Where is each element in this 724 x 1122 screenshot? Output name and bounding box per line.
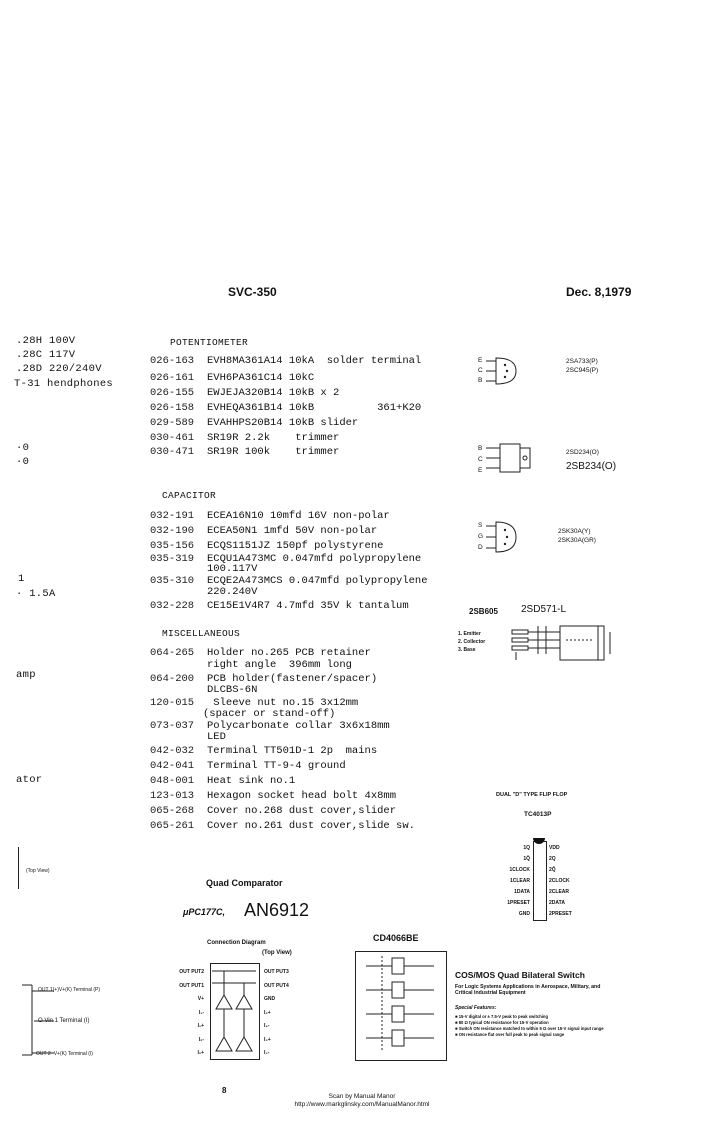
pin-label: E (478, 357, 483, 364)
ic-pin-label: I₃- (264, 1050, 270, 1056)
ic-pin-label: 1CLOCK (509, 867, 530, 873)
part-desc: Hexagon socket head bolt 4x8mm (207, 790, 397, 802)
list-item (150, 387, 339, 399)
list-item (150, 525, 377, 537)
list-item (150, 647, 371, 659)
ic-pin-label: I₁- (198, 1009, 204, 1016)
part-code: 026-163 (150, 355, 195, 367)
ic-body (533, 841, 547, 921)
part-desc-line2: LED (207, 731, 226, 743)
comparator-schematic-icon (212, 965, 256, 1056)
part-code: 026-155 (150, 387, 195, 399)
features-list (455, 1014, 605, 1038)
list-item (150, 805, 396, 817)
scan-credit-url[interactable]: http://www.markglinsky.com/ManualManor.html (294, 1101, 430, 1108)
list-item (150, 540, 383, 552)
ic-pin-label: OUT PUT4 (264, 982, 289, 989)
feature-item: ■ 80 Ω typical ON resistance for 15-V operation (455, 1020, 549, 1025)
feature-item: ■ ON resistance flat over full peak to peak signal range (455, 1032, 565, 1037)
terminal-label: OUT 1(+)V+(K) Terminal (P) (38, 987, 101, 993)
comparator-title: Quad Comparator (206, 878, 283, 888)
ic-pin-label: OUT PUT1 (179, 982, 204, 989)
pin-label: E (478, 467, 483, 474)
ic-pin-label: I₂- (198, 1036, 204, 1043)
ic-pin-label: 2CLOCK (549, 878, 570, 884)
top-view-label: (Top View) (26, 868, 50, 874)
list-item (150, 432, 339, 444)
list-item (150, 760, 346, 772)
margin-text: 1 (18, 573, 25, 585)
margin-text: ator (16, 774, 43, 786)
ic-pin-label: GND (264, 996, 276, 1002)
part-number: 2SB605 (469, 607, 498, 616)
pin-label: 1. Emitter (458, 631, 481, 637)
part-desc: EVAHHPS20B14 10kB slider (207, 417, 359, 429)
part-number: 2SK30A(GR) (558, 537, 596, 544)
list-item (150, 402, 421, 414)
part-code: 029-589 (150, 417, 195, 429)
terminal-label: OUT 2 ·V+(K) Terminal (I) (36, 1051, 93, 1057)
pin-label: B (478, 377, 483, 384)
potentiometer-title: POTENTIOMETER (170, 337, 249, 348)
part-code: 048-001 (150, 775, 195, 787)
part-desc: Cover no.268 dust cover,slider (207, 805, 397, 817)
list-item (150, 820, 415, 832)
margin-text: ·0 (16, 456, 30, 468)
margin-text: · 1.5A (16, 588, 56, 600)
part-code: 032-190 (150, 525, 195, 537)
part-number: 2SK30A(Y) (558, 528, 591, 535)
pin-label: G (478, 533, 484, 540)
part-code: 123-013 (150, 790, 195, 802)
list-item (150, 372, 314, 384)
ic-pin-label: 1Q (523, 845, 530, 851)
ic-pin-label: 2CLEAR (549, 889, 570, 895)
part-desc: ECQU1A473MC 0.047mfd polypropylene (207, 553, 422, 565)
part-code: 042-041 (150, 760, 195, 772)
part-desc: Terminal TT501D-1 2p mains (207, 745, 378, 757)
part-number: 2SB234(O) (566, 461, 617, 472)
pin-label: C (478, 456, 483, 463)
pin-label: B (478, 445, 483, 452)
part-desc: Cover no.261 dust cover,slide sw. (207, 820, 415, 832)
part-desc-line2: 100.117V (207, 563, 258, 575)
part-desc: ECEA50N1 1mfd 50V non-polar (207, 525, 378, 537)
part-code: 026-161 (150, 372, 195, 384)
diagram-title: Connection Diagram (207, 940, 266, 946)
margin-text: .28C 117V (16, 349, 76, 361)
ic-pin-label: I₄+ (264, 1009, 271, 1016)
list-item (150, 720, 390, 732)
list-item (150, 417, 358, 429)
margin-text: .28D 220/240V (16, 363, 102, 375)
part-desc: SR19R 100k trimmer (207, 446, 340, 458)
misc-title: MISCELLANEOUS (162, 628, 241, 639)
list-item (150, 510, 390, 522)
list-item (150, 600, 409, 612)
divider (18, 847, 19, 889)
part-desc: SR19R 2.2k trimmer (207, 432, 340, 444)
part-code: 030-471 (150, 446, 195, 458)
part-code: 035-319 (150, 553, 195, 565)
switch-schematic-icon (356, 952, 444, 1058)
part-code: 026-158 (150, 402, 195, 414)
part-number: 2SC945(P) (566, 367, 599, 374)
transistor-to92-icon (486, 356, 522, 388)
ic-pin-label: VDD (549, 845, 560, 851)
ic-pin-label: 1DATA (514, 889, 530, 895)
margin-text: amp (16, 669, 36, 681)
part-desc: Holder no.265 PCB retainer (207, 647, 371, 659)
list-item (150, 446, 339, 458)
list-item (150, 575, 428, 587)
flipflop-part: TC4013P (524, 811, 552, 818)
part-code: 073-037 (150, 720, 195, 732)
pin-label: 3. Base (458, 647, 476, 653)
ic-pin-label: 2Q̄ (549, 867, 556, 873)
transistor-fet-icon (486, 520, 522, 554)
transistor-to220-icon (510, 624, 616, 664)
margin-text: .28H 100V (16, 335, 76, 347)
part-desc: EVH6PA361C14 10kC (207, 372, 315, 384)
flipflop-title: DUAL "D" TYPE FLIP FLOP (496, 792, 568, 798)
part-code: 042-032 (150, 745, 195, 757)
part-desc: ECQE2A473MCS 0.047mfd polypropylene (207, 575, 428, 587)
part-desc: CE15E1V4R7 4.7mfd 35V k tantalum (207, 600, 409, 612)
model-title: SVC-350 (228, 285, 277, 299)
part-desc: Heat sink no.1 (207, 775, 296, 787)
list-item (150, 673, 377, 685)
scan-credit (0, 1093, 724, 1109)
diagram-view: (Top View) (262, 950, 292, 956)
comparator-part: AN6912 (244, 900, 310, 920)
margin-text: T-31 hendphones (14, 378, 114, 390)
part-code: 030-461 (150, 432, 195, 444)
pin-label: S (478, 522, 483, 529)
ic-pin-label: 2Q (549, 856, 556, 862)
part-desc-line2: DLCBS-6N (207, 684, 258, 696)
feature-item: ■ 15-V digital or ± 7.5-V peak to peak switching (455, 1014, 549, 1019)
part-desc: ECQS1151JZ 150pf polystyrene (207, 540, 384, 552)
pin-label: C (478, 367, 483, 374)
part-desc: PCB holder(fastener/spacer) (207, 673, 378, 685)
margin-text: ·0 (16, 442, 30, 454)
part-code: 035-156 (150, 540, 195, 552)
ic-pin-label: I₃+ (264, 1036, 271, 1043)
scan-credit-line: Scan by Manual Manor (328, 1093, 396, 1100)
ic-pin-label: I₁+ (197, 1023, 204, 1029)
list-item (150, 355, 421, 367)
part-desc: ECEA16N10 10mfd 16V non-polar (207, 510, 390, 522)
part-code: 065-261 (150, 820, 195, 832)
part-code: 064-265 (150, 647, 195, 659)
part-desc: Terminal TT-9-4 ground (207, 760, 346, 772)
part-code: 064-200 (150, 673, 195, 685)
part-code: 035-310 (150, 575, 195, 587)
pin-label: 2. Collector (458, 639, 486, 645)
ic-pin-label: OUT PUT2 (179, 969, 204, 975)
part-code: 120-015 (150, 697, 195, 709)
part-desc: EVHEQA361B14 10kB 361+K20 (207, 402, 422, 414)
list-item (150, 775, 295, 787)
features-title: Special Features: (455, 1005, 497, 1011)
part-number: 2SD571-L (521, 604, 567, 615)
comparator-part-prefix: μPC177C, (183, 907, 225, 917)
ic-pin-label: 2PRESET (549, 911, 572, 917)
part-desc: EVH8MA361A14 10kA solder terminal (207, 355, 422, 367)
ic-pin-label: 1CLEAR (509, 878, 530, 884)
part-code: 032-228 (150, 600, 195, 612)
capacitor-title: CAPACITOR (162, 490, 217, 501)
part-desc-line2: (spacer or stand-off) (203, 708, 336, 720)
feature-item: ■ Switch ON resistance matched to within 5 Ω over 15-V signal input range (455, 1026, 604, 1031)
ic-pin-label: 1PRESET (507, 900, 530, 906)
ic-pin-label: OUT PUT3 (264, 969, 289, 975)
part-desc: Polycarbonate collar 3x6x18mm (207, 720, 390, 732)
part-desc: EWJEJA320B14 10kB x 2 (207, 387, 340, 399)
part-code: 032-191 (150, 510, 195, 522)
transistor-to126-icon (486, 440, 536, 476)
part-desc-line2: 220.240V (207, 586, 258, 598)
ic-pin-label: I₂+ (197, 1050, 204, 1056)
part-desc: Sleeve nut no.15 3x12mm (207, 697, 359, 709)
ic-pin-label: V+ (197, 996, 204, 1002)
ic-pin-label: 1Q̄ (523, 856, 530, 862)
part-code: 065-268 (150, 805, 195, 817)
terminal-label: O Vin 1 Terminal (I) (38, 1018, 90, 1024)
part-number: 2SD234(O) (566, 449, 599, 456)
cd4066-title: CD4066BE (373, 933, 419, 943)
pin-label: D (478, 544, 483, 551)
document-date: Dec. 8,1979 (566, 285, 632, 299)
list-item (150, 745, 377, 757)
ic-pin-label: I₄- (264, 1023, 270, 1029)
list-item (150, 553, 421, 565)
part-number: 2SA733(P) (566, 358, 598, 365)
ic-pin-label: 2DATA (549, 900, 565, 906)
list-item (150, 790, 396, 802)
cd4066-description: For Logic Systems Applications in Aerospace, Military, and Critical Industrial Equipment (455, 984, 601, 996)
cd4066-subtitle: COS/MOS Quad Bilateral Switch (455, 970, 585, 980)
ic-pin-label: GND (518, 911, 530, 917)
part-desc-line2: right angle 396mm long (207, 659, 352, 671)
page-number: 8 (222, 1086, 227, 1095)
